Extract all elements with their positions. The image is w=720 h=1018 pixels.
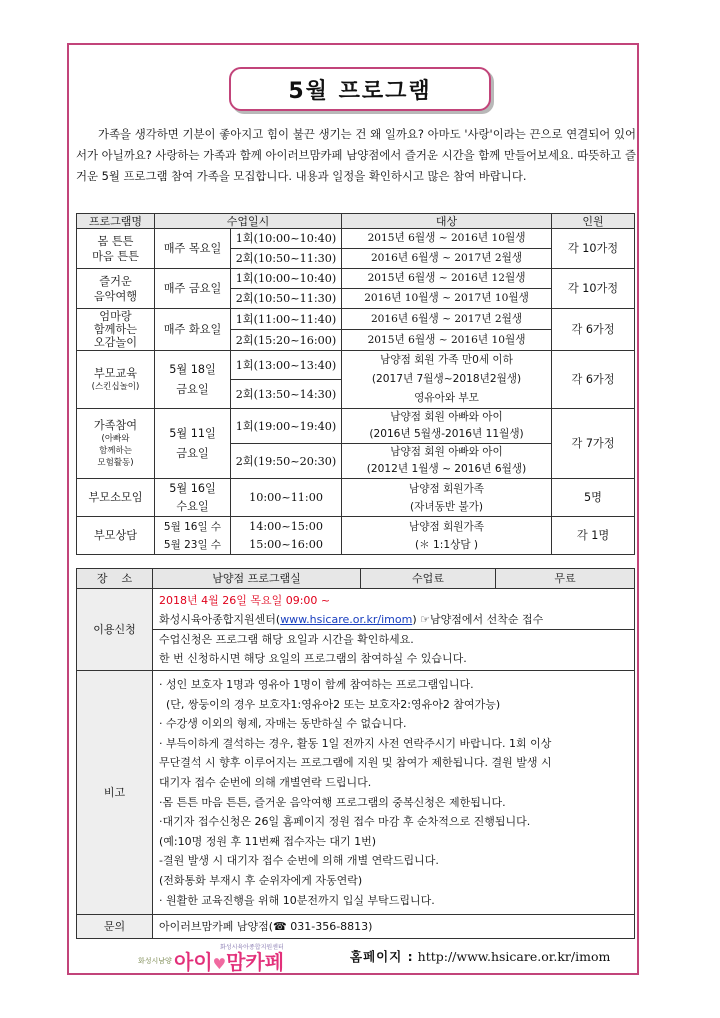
table-row xyxy=(77,409,635,444)
program-count: 각 1명 xyxy=(552,517,635,555)
apply-body xyxy=(153,589,635,671)
apply-row xyxy=(77,589,635,671)
session-1: 1회(10:00~10:40) xyxy=(231,269,342,289)
program-count: 5명 xyxy=(552,479,635,517)
note-line: ·몸 튼튼 마음 튼튼, 즐거운 음악여행 프로그램의 중복신청은 제한됩니다. xyxy=(159,795,506,809)
program-name: 부모소모임 xyxy=(77,479,155,517)
note-line: ·대기자 접수신청은 26일 홈페이지 정원 접수 마감 후 순차적으로 진행됩니다. xyxy=(159,815,531,829)
logo-subtitle: 화성시육아종합지원센터 xyxy=(220,944,284,951)
place-label: 장 소 xyxy=(77,569,153,589)
header-count: 인원 xyxy=(552,214,635,229)
target-2: 2015년 6월생 ~ 2016년 10월생 xyxy=(342,330,552,351)
homepage-label: 홈페이지 : xyxy=(350,949,414,964)
program-time: 10:00~11:00 xyxy=(231,479,342,517)
program-day: 5월 11일 금요일 xyxy=(155,409,231,479)
target-1: 2015년 6월생 ~ 2016년 10월생 xyxy=(342,229,552,249)
logo-part-b: 맘카페 xyxy=(226,950,285,974)
schedule-header-row xyxy=(77,214,635,229)
apply-line-2: 수업신청은 프로그램 해당 요일과 시간을 확인하세요. xyxy=(153,629,634,649)
program-name: 엄마랑 함께하는 오감놀이 xyxy=(77,309,155,351)
program-subtitle: (아빠와 함께하는 모험활동) xyxy=(97,434,134,468)
table-row xyxy=(77,351,635,380)
table-row xyxy=(77,269,635,289)
logo-part-a: 아이 xyxy=(174,950,213,974)
program-day: 5월 18일 금요일 xyxy=(155,351,231,409)
program-target: 남양점 회원가족 (자녀동반 불가) xyxy=(342,479,552,517)
logo xyxy=(130,942,330,972)
logo-wordmark xyxy=(174,946,284,975)
notes-body xyxy=(153,671,635,915)
program-count: 각 10가정 xyxy=(552,269,635,309)
page-title: 5월 프로그램 xyxy=(229,67,491,111)
note-line: (예:10명 정원 후 11번째 접수자는 대기 1번) xyxy=(159,834,377,848)
notes-label: 비고 xyxy=(77,671,153,915)
place-row xyxy=(77,569,635,589)
session-1: 1회(13:00~13:40) xyxy=(231,351,342,380)
note-line: 대기자 접수 순번에 의해 개별연락 드립니다. xyxy=(159,775,372,789)
logo-prefix: 화성시남양 xyxy=(138,957,172,965)
contact-row xyxy=(77,915,635,939)
target-1: 남양점 회원 아빠와 아이 (2016년 5월생-2016년 11월생) xyxy=(342,409,552,444)
note-line: -결원 발생 시 대기자 접수 순번에 의해 개별 연락드립니다. xyxy=(159,854,439,868)
table-row xyxy=(77,517,635,555)
contact-label: 문의 xyxy=(77,915,153,939)
apply-center: 화성시육아종합지원센터( xyxy=(159,613,281,626)
session-2: 2회(13:50~14:30) xyxy=(231,380,342,409)
program-count: 각 6가정 xyxy=(552,309,635,351)
info-table xyxy=(76,568,635,939)
program-name: 몸 튼튼 마음 튼튼 xyxy=(77,229,155,269)
session-1: 1회(19:00~19:40) xyxy=(231,409,342,444)
program-day: 매주 화요일 xyxy=(155,309,231,351)
fee-value: 무료 xyxy=(496,569,635,589)
table-row xyxy=(77,479,635,517)
program-count: 각 10가정 xyxy=(552,229,635,269)
note-line: 무단결석 시 향후 이루어지는 프로그램에 지원 및 참여가 제한됩니다. 결원 발생 시 xyxy=(159,756,552,770)
apply-label: 이용신청 xyxy=(77,589,153,671)
apply-line-3: 한 번 신청하시면 해당 요일의 프로그램의 참여하실 수 있습니다. xyxy=(159,652,467,665)
program-name-cell xyxy=(77,409,155,479)
header-target: 대상 xyxy=(342,214,552,229)
program-day: 매주 금요일 xyxy=(155,269,231,309)
note-line: · 성인 보호자 1명과 영유아 1명이 함께 참여하는 프로그램입니다. xyxy=(159,678,474,691)
table-row xyxy=(77,229,635,249)
apply-link[interactable]: www.hsicare.or.kr/imom xyxy=(280,613,413,626)
program-day: 5월 16일 수 5월 23일 수 xyxy=(155,517,231,555)
target-2: 남양점 회원 아빠와 아이 (2012년 1월생 ~ 2016년 6월생) xyxy=(342,444,552,479)
target-1: 2015년 6월생 ~ 2016년 12월생 xyxy=(342,269,552,289)
program-name: 부모상담 xyxy=(77,517,155,555)
session-1: 1회(10:00~10:40) xyxy=(231,229,342,249)
apply-center-line xyxy=(159,610,628,629)
session-1: 1회(11:00~11:40) xyxy=(231,309,342,330)
program-count: 각 6가정 xyxy=(552,351,635,409)
header-datetime: 수업일시 xyxy=(155,214,342,229)
program-target: 남양점 회원 가족 만0세 이하 (2017년 7월생~2018년2월생) 영유아와 부모 xyxy=(342,351,552,409)
program-name: 가족참여 xyxy=(93,419,138,432)
program-name-cell xyxy=(77,351,155,409)
fee-label: 수업료 xyxy=(361,569,496,589)
place-value: 남양점 프로그램실 xyxy=(153,569,361,589)
notes-row xyxy=(77,671,635,915)
header-program: 프로그램명 xyxy=(77,214,155,229)
note-line: (전화통화 부재시 후 순위자에게 자동연락) xyxy=(159,873,363,887)
note-line: · 수강생 이외의 형제, 자매는 동반하실 수 없습니다. xyxy=(159,717,407,731)
footer xyxy=(130,938,630,972)
program-count: 각 7가정 xyxy=(552,409,635,479)
homepage-link[interactable]: http://www.hsicare.or.kr/imom xyxy=(417,949,611,964)
program-target: 남양점 회원가족 (＊ 1:1상담 ) xyxy=(342,517,552,555)
intro-paragraph: 가족을 생각하면 기분이 좋아지고 힘이 불끈 생기는 건 왜 일까요? 아마도 '사랑'이라는 끈으로 연결되어 있어서가 아닐까요? 사랑하는 가족과 함께 아이러브맘카페 남양점에서 즐거운 시간을 함께 만들어보세요. 따뜻하고 즐거운 5월 프로그램 참여 가족을 모집합니다. 내용과 일정을 확인하시고 많은 참여 바랍니다. xyxy=(76,127,636,183)
program-day: 매주 목요일 xyxy=(155,229,231,269)
schedule-table xyxy=(76,213,635,555)
table-row xyxy=(77,309,635,330)
target-1: 2016년 6월생 ~ 2017년 2월생 xyxy=(342,309,552,330)
homepage xyxy=(350,947,610,965)
apply-after: ) ☞남양점에서 선착순 접수 xyxy=(412,613,544,626)
session-2: 2회(19:50~20:30) xyxy=(231,444,342,479)
program-name: 즐거운 음악여행 xyxy=(77,269,155,309)
target-2: 2016년 6월생 ~ 2017년 2월생 xyxy=(342,249,552,269)
note-line: (단, 쌍둥이의 경우 보호자1:영유아2 또는 보호자2:영유아2 참여가능) xyxy=(159,697,501,711)
session-2: 2회(10:50~11:30) xyxy=(231,249,342,269)
program-day: 5월 16일 수요일 xyxy=(155,479,231,517)
session-2: 2회(15:20~16:00) xyxy=(231,330,342,351)
session-2: 2회(10:50~11:30) xyxy=(231,289,342,309)
note-line: · 부득이하게 결석하는 경우, 활동 1일 전까지 사전 연락주시기 바랍니다. 1회 이상 xyxy=(159,736,552,750)
note-line: · 원활한 교육진행을 위해 10분전까지 입실 부탁드립니다. xyxy=(159,893,435,907)
program-subtitle: (스킨십놀이) xyxy=(91,382,140,392)
program-name: 부모교육 xyxy=(93,367,138,380)
program-time: 14:00~15:00 15:00~16:00 xyxy=(231,517,342,555)
heart-icon: ♥ xyxy=(212,955,227,973)
target-2: 2016년 10월생 ~ 2017년 10월생 xyxy=(342,289,552,309)
apply-date: 2018년 4월 26일 목요일 09:00 ~ xyxy=(159,594,331,607)
contact-value: 아이러브맘카페 남양점(☎ 031-356-8813) xyxy=(153,915,635,939)
